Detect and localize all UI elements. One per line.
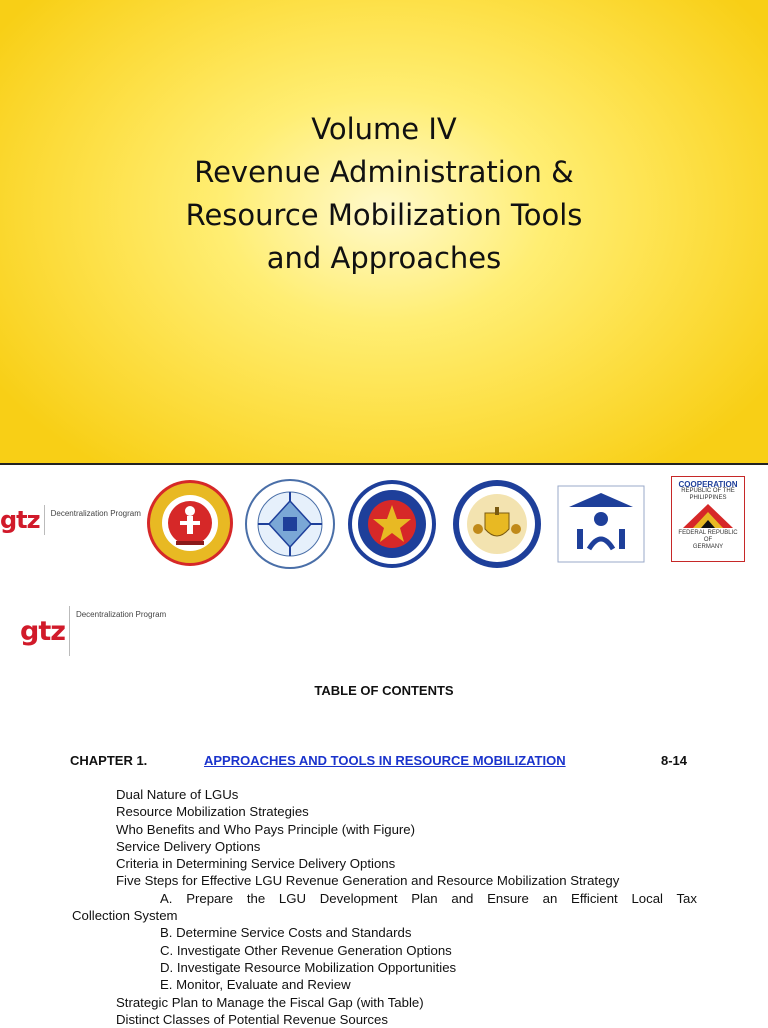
cover-title-line: Volume IV (311, 112, 457, 146)
toc-item: Resource Mobilization Strategies (116, 804, 309, 820)
dbm-seal-icon (347, 479, 437, 569)
cooperation-seal-text: OF (703, 537, 713, 543)
cover-title-line: Revenue Administration & (194, 155, 574, 189)
toc-item: Criteria in Determining Service Delivery Options (116, 856, 396, 872)
league-logo-icon (557, 485, 645, 563)
gtz-program-label: Decentralization Program (50, 509, 141, 518)
toc-subitem: D. Investigate Resource Mobilization Opportunities (160, 959, 457, 975)
gtz-program-label: Decentralization Program (75, 610, 167, 619)
cover-title (0, 108, 768, 280)
cooperation-seal-text: GERMANY (692, 544, 724, 550)
toc-item: Who Benefits and Who Pays Principle (with Figure) (116, 821, 416, 837)
gtz-logo (0, 505, 141, 535)
partner-logo-strip (0, 467, 768, 577)
chapter-label: CHAPTER 1. (70, 753, 148, 768)
toc-subitem: B. Determine Service Costs and Standards (160, 925, 412, 941)
gtz-mark: gtz (0, 506, 40, 534)
cooperation-label: COOPERATION (678, 480, 738, 489)
cooperation-seal-text: FEDERAL REPUBLIC (678, 530, 738, 536)
toc-heading: TABLE OF CONTENTS (314, 683, 454, 698)
chapter-pages: 8-14 (661, 753, 688, 768)
cooperation-flag-icon (683, 504, 733, 528)
gtz-mark: gtz (20, 615, 65, 647)
cooperation-seal-text: PHILIPPINES (689, 495, 727, 501)
chapter-title-link[interactable] (204, 753, 566, 768)
dilg-seal-icon (146, 479, 234, 567)
cover-title-line: Resource Mobilization Tools (185, 198, 583, 232)
chapter-title-text[interactable]: APPROACHES AND TOOLS IN RESOURCE MOBILIZATION (204, 753, 566, 768)
toc-subitem: C. Investigate Other Revenue Generation Options (160, 942, 452, 958)
toc-subitem-continuation: Collection System (72, 908, 178, 924)
cooperation-seal-text: REPUBLIC OF THE (681, 488, 735, 494)
cooperation-seal (671, 476, 745, 562)
toc-item: Service Delivery Options (116, 838, 261, 854)
toc-item: Five Steps for Effective LGU Revenue Generation and Resource Mobilization Strategy (116, 873, 620, 889)
toc-list (72, 786, 697, 1028)
cover-panel (0, 0, 768, 465)
lga-seal-icon (245, 479, 335, 569)
toc-item: Dual Nature of LGUs (116, 787, 239, 802)
toc-item: Strategic Plan to Manage the Fiscal Gap (with Table) (116, 994, 424, 1010)
cover-title-line: and Approaches (266, 241, 502, 275)
dof-seal-icon (452, 479, 542, 569)
toc-subitem: A. Prepare the LGU Development Plan and Ensure an Efficient Local Tax (160, 890, 697, 906)
gtz-logo-secondary (20, 606, 166, 656)
cover-divider (0, 463, 768, 465)
toc-item: Distinct Classes of Potential Revenue Sources (116, 1011, 388, 1027)
toc-subitem: E. Monitor, Evaluate and Review (160, 977, 351, 993)
